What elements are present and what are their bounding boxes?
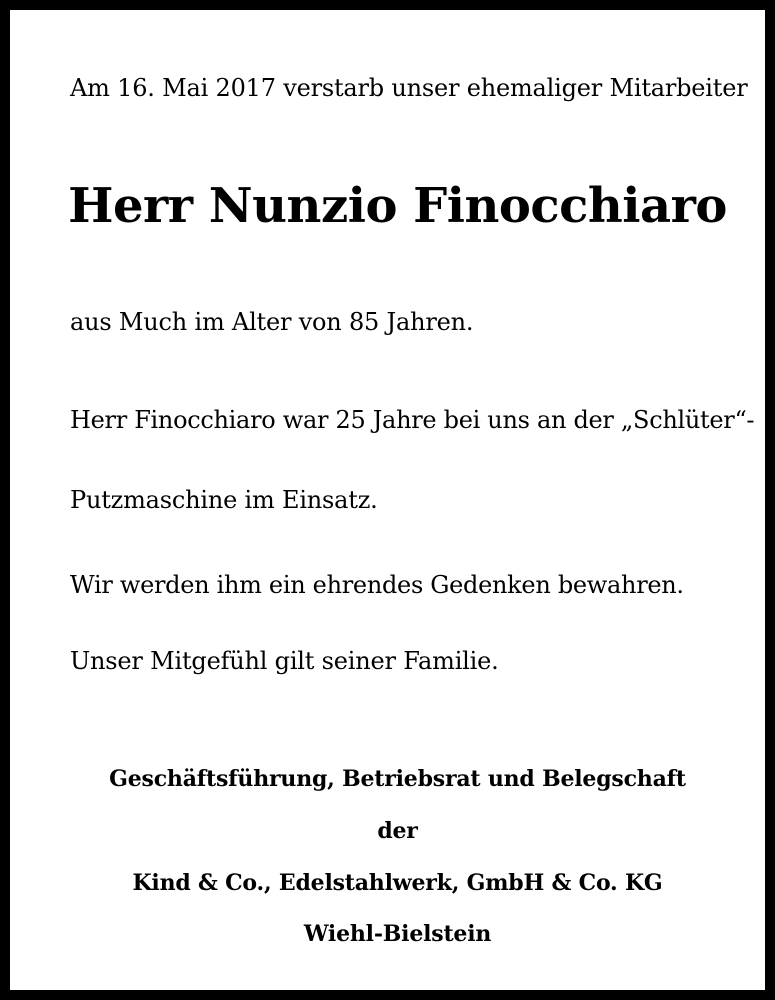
- age-text: aus Much im Alter von 85 Jahren.: [70, 308, 474, 336]
- sympathy-text: Unser Mitgefühl gilt seiner Familie.: [70, 647, 499, 675]
- company-location: Wiehl-Bielstein: [303, 921, 492, 947]
- intro-text: Am 16. Mai 2017 verstarb unser ehemaliger Mitarbeiter: [70, 74, 748, 102]
- deceased-name: Herr Nunzio Finocchiaro: [68, 178, 727, 234]
- signature-line-1: Geschäftsführung, Betriebsrat und Belegschaft: [109, 766, 686, 792]
- signature-line-2: der: [377, 818, 418, 844]
- service-text-line-2: Putzmaschine im Einsatz.: [70, 486, 378, 514]
- company-name: Kind & Co., Edelstahlwerk, GmbH & Co. KG: [132, 870, 663, 896]
- service-text-line-1: Herr Finocchiaro war 25 Jahre bei uns an der „Schlüter“-: [70, 406, 755, 434]
- memory-text: Wir werden ihm ein ehrendes Gedenken bewahren.: [70, 571, 684, 599]
